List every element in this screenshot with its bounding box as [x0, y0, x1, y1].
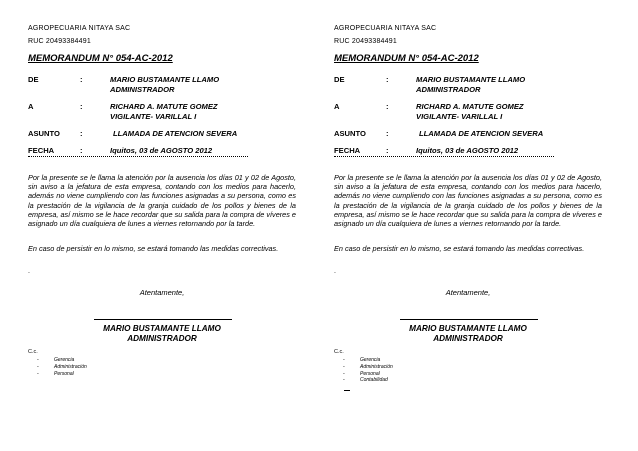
- memo-warning: En caso de persistir en lo mismo, se estará tomando las medidas correctivas.: [28, 244, 279, 253]
- field-fecha-label: FECHA: [28, 146, 55, 155]
- cc-item: - Personal: [28, 371, 87, 378]
- field-colon: :: [80, 75, 83, 84]
- field-fecha-label: FECHA: [334, 146, 361, 155]
- field-colon: :: [386, 129, 389, 138]
- a-name: RICHARD A. MATUTE GOMEZ: [110, 102, 218, 111]
- cc-item: - Administración: [28, 364, 87, 371]
- field-asunto-value: LLAMADA DE ATENCION SEVERA: [419, 129, 544, 138]
- cc-list: [334, 357, 393, 384]
- a-name: RICHARD A. MATUTE GOMEZ: [416, 102, 524, 111]
- signer-name: MARIO BUSTAMANTE LLAMO: [103, 324, 221, 333]
- memo-body: Por la presente se le llama la atención por la ausencia los días 01 y 02 de Agosto, sin aviso a la jefatura de esta empresa, contando con los medios para hacerlo, además no viene cumpliendo con las funciones asignadas a su persona, como es la prestación de la vigilancia de la granja cuidado de los pollos y bienes de la empresa, así mismo se le hace recordar que su salida para la compra de víveres e asignado un día cualquiera de lunes a viernes retornando por la tarde.: [28, 173, 296, 229]
- field-colon: :: [386, 102, 389, 111]
- cc-label: C.c.: [334, 349, 344, 355]
- signature-line: [94, 319, 232, 320]
- de-position: ADMINISTRADOR: [110, 85, 175, 94]
- signature-line: [400, 319, 538, 320]
- cc-item: - Personal: [334, 371, 393, 378]
- company-ruc: RUC 20493384491: [28, 38, 91, 45]
- memo-title: MEMORANDUM N° 054-AC-2012: [334, 53, 479, 64]
- field-colon: :: [386, 146, 389, 155]
- de-name: MARIO BUSTAMANTE LLAMO: [110, 75, 220, 84]
- company-name: AGROPECUARIA NITAYA SAC: [334, 25, 437, 32]
- field-de-value: [416, 75, 525, 95]
- field-fecha-value: Iquitos, 03 de AGOSTO 2012: [416, 146, 519, 155]
- end-mark: [344, 390, 350, 391]
- memo-body: Por la presente se le llama la atención por la ausencia los días 01 y 02 de Agosto, sin aviso a la jefatura de esta empresa, contando con los medios para hacerlo, además no viene cumpliendo con las funciones asignadas a su persona, como es la prestación de la vigilancia de la granja cuidado de los pollos y bienes de la empresa, así mismo se le hace recordar que su salida para la compra de víveres e asignado un día cualquiera de lunes a viernes retornando por la tarde.: [334, 173, 602, 229]
- field-a-label: A: [28, 102, 34, 111]
- cc-list: [28, 357, 87, 377]
- de-name: MARIO BUSTAMANTE LLAMO: [416, 75, 526, 84]
- a-position: VIGILANTE- VARILLAL I: [110, 112, 197, 121]
- field-fecha-value: Iquitos, 03 de AGOSTO 2012: [110, 146, 213, 155]
- field-de-label: DE: [28, 75, 39, 84]
- stray-dot: .: [28, 268, 30, 275]
- de-position: ADMINISTRADOR: [416, 85, 481, 94]
- field-asunto-label: ASUNTO: [28, 129, 60, 138]
- dashed-divider: [334, 156, 554, 157]
- field-a-value: [416, 102, 524, 122]
- memo-right: [334, 0, 602, 451]
- dashed-divider: [28, 156, 248, 157]
- a-position: VIGILANTE- VARILLAL I: [416, 112, 503, 121]
- cc-label: C.c.: [28, 349, 38, 355]
- company-ruc: RUC 20493384491: [334, 38, 397, 45]
- cc-item: - Gerencia: [28, 357, 87, 364]
- memo-left: [28, 0, 296, 451]
- cc-item: - Administración: [334, 364, 393, 371]
- stray-dot: .: [334, 268, 336, 275]
- field-de-label: DE: [334, 75, 345, 84]
- field-colon: :: [80, 129, 83, 138]
- field-a-value: [110, 102, 218, 122]
- field-de-value: [110, 75, 219, 95]
- closing: Atentamente,: [139, 288, 185, 297]
- field-asunto-value: LLAMADA DE ATENCION SEVERA: [113, 129, 238, 138]
- cc-item: - Contabilidad: [334, 377, 393, 384]
- memo-title: MEMORANDUM N° 054-AC-2012: [28, 53, 173, 64]
- signer-name: MARIO BUSTAMANTE LLAMO: [409, 324, 527, 333]
- cc-item: - Gerencia: [334, 357, 393, 364]
- field-a-label: A: [334, 102, 340, 111]
- field-colon: :: [386, 75, 389, 84]
- closing: Atentamente,: [445, 288, 491, 297]
- memo-warning: En caso de persistir en lo mismo, se estará tomando las medidas correctivas.: [334, 244, 585, 253]
- field-colon: :: [80, 146, 83, 155]
- field-colon: :: [80, 102, 83, 111]
- field-asunto-label: ASUNTO: [334, 129, 366, 138]
- company-name: AGROPECUARIA NITAYA SAC: [28, 25, 131, 32]
- signer-position: ADMINISTRADOR: [127, 334, 197, 343]
- signer-position: ADMINISTRADOR: [433, 334, 503, 343]
